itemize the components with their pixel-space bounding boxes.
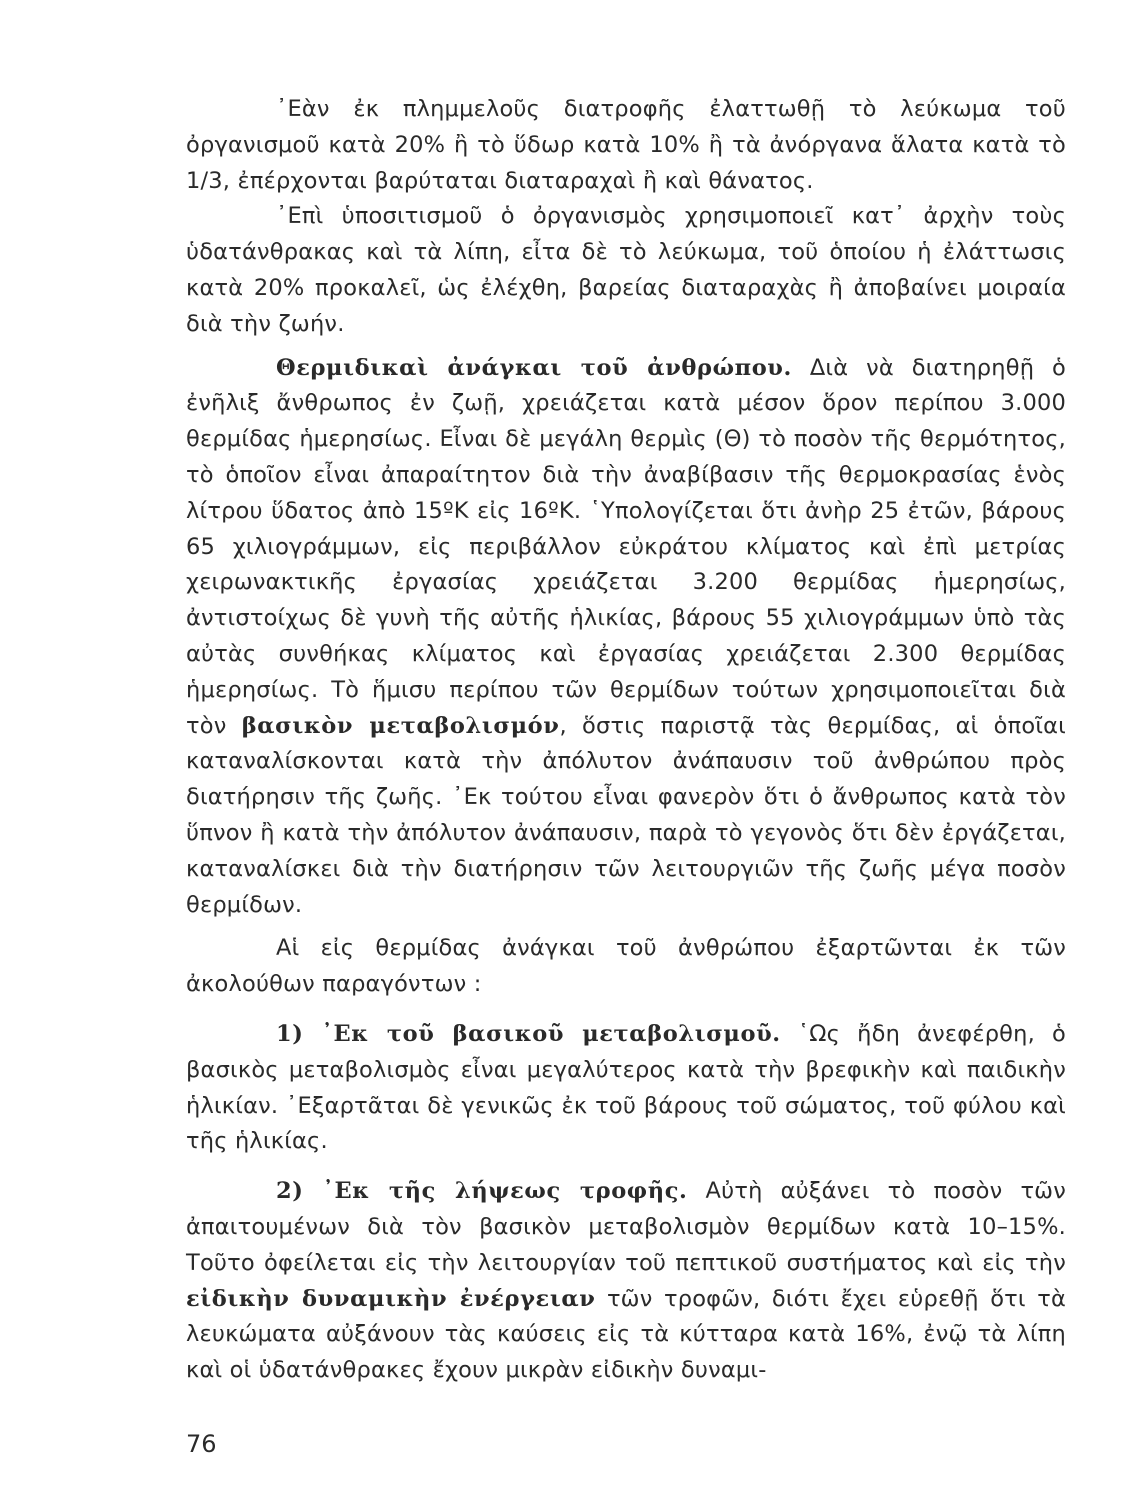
body-text bbox=[186, 92, 1066, 1389]
paragraph-factor-2 bbox=[186, 1174, 1066, 1389]
section-heading: Θερμιδικαὶ ἀνάγκαι τοῦ ἀνθρώπου. bbox=[276, 354, 792, 381]
paragraph-text: ᾿Εὰν ἐκ πλημμελοῦς διατροφῆς ἐλαττωθῇ τὸ λεύκωμα τοῦ ὀργανισμοῦ κατὰ 20% ἢ τὸ ὕδωρ κατὰ 10% ἢ τὰ ἀνόργανα ἅλατα κατὰ τὸ 1/3, ἐπέρχονται βαρύταται διαταραχαὶ ἢ καὶ θάνατος. bbox=[186, 96, 1066, 194]
paragraph-text: Διὰ νὰ διατηρηθῇ ὁ ἐνῆλιξ ἄνθρωπος ἐν ζωῇ, χρειάζεται κατὰ μέσον ὅρον περίπου 3.000 θερμίδας ἡμερησίως. Εἶναι δὲ μεγάλη θερμὶς (Θ) τὸ ποσὸν τῆς θερμότητος, τὸ ὁποῖον εἶναι ἀπαραίτητον διὰ τὴν ἀναβίβασιν τῆς θερμοκρασίας ἑνὸς λίτρου ὕδατος ἀπὸ 15ºΚ εἰς 16ºΚ. ῾Υπολογίζεται ὅτι ἀνὴρ 25 ἐτῶν, βάρους 65 χιλιογράμμων, εἰς περιβάλλον εὐκράτου κλίματος καὶ ἐπὶ μετρίας χειρωνακτικῆς ἐργασίας χρειάζεται 3.200 θερμίδας ἡμερησίως, ἀντιστοίχως δὲ γυνὴ τῆς αὐτῆς ἡλικίας, βάρους 55 χιλιογράμμων ὑπὸ τὰς αὐτὰς συνθήκας κλίματος καὶ ἐργασίας χρειάζεται 2.300 θερμίδας ἡμερησίως. Τὸ ἥμισυ περίπου τῶν θερμίδων τούτων χρησιμοποιεῖται διὰ τὸν bbox=[186, 354, 1066, 739]
paragraph-text: Αἱ εἰς θερμίδας ἀνάγκαι τοῦ ἀνθρώπου ἐξαρτῶνται ἐκ τῶν ἀκολούθων παραγόντων : bbox=[186, 935, 1066, 998]
paragraph-text: Αὐτὴ αὐξάνει τὸ ποσὸν τῶν ἀπαιτουμένων διὰ τὸν βασικὸν μεταβολισμὸν θερμίδων κατὰ 10–15%. Τοῦτο ὀφείλεται εἰς τὴν λειτουργίαν τοῦ πεπτικοῦ συστήματος καὶ εἰς τὴν bbox=[186, 1178, 1066, 1276]
emphasis-term: βασικὸν μεταβολισμόν bbox=[241, 712, 560, 739]
paragraph-text: τῶν τροφῶν, διότι ἔχει εὑρεθῇ ὅτι τὰ λευκώματα αὐξάνουν τὰς καύσεις εἰς τὰ κύτταρα κατὰ 16%, ἐνῷ τὰ λίπη καὶ οἱ ὑδατάνθρακες ἔχουν μικρὰν εἰδικὴν δυναμι- bbox=[186, 1285, 1067, 1384]
paragraph-text: ᾿Επὶ ὑποσιτισμοῦ ὁ ὀργανισμὸς χρησιμοποιεῖ κατ᾿ ἀρχὴν τοὺς ὑδατάνθρακας καὶ τὰ λίπη, εἶτα δὲ τὸ λεύκωμα, τοῦ ὁποίου ἡ ἐλάττωσις κατὰ 20% προκαλεῖ, ὡς ἐλέχθη, βαρείας διαταραχὰς ἢ ἀποβαίνει μοιραία διὰ τὴν ζωήν. bbox=[186, 203, 1066, 337]
paragraph-malnutrition bbox=[186, 92, 1066, 199]
paragraph-undernutrition bbox=[186, 199, 1066, 342]
paragraph-factor-1 bbox=[186, 1017, 1066, 1160]
factor-heading: 1) ᾿Εκ τοῦ βασικοῦ μεταβολισμοῦ. bbox=[276, 1020, 781, 1047]
paragraph-text: ῾Ως ἤδη ἀνεφέρθη, ὁ βασικὸς μεταβολισμὸς εἶναι μεγαλύτερος κατὰ τὴν βρεφικὴν καὶ παιδικὴν ἡλικίαν. ᾿Εξαρτᾶται δὲ γενικῶς ἐκ τοῦ βάρους τοῦ σώματος, τοῦ φύλου καὶ τῆς ἡλικίας. bbox=[186, 1020, 1067, 1155]
page-number: 76 bbox=[186, 1430, 217, 1458]
paragraph-caloric-needs bbox=[186, 351, 1066, 924]
emphasis-term: εἰδικὴν δυναμικὴν ἐνέργειαν bbox=[186, 1285, 596, 1312]
paragraph-factors-intro bbox=[186, 931, 1066, 1003]
factor-heading: 2) ᾿Εκ τῆς λήψεως τροφῆς. bbox=[276, 1178, 688, 1205]
paragraph-text: , ὅστις παριστᾷ τὰς θερμίδας, αἱ ὁποῖαι καταναλίσκονται κατὰ τὴν ἀπόλυτον ἀνάπαυσιν τοῦ ἀνθρώπου πρὸς διατήρησιν τῆς ζωῆς. ᾿Εκ τούτου εἶναι φανερὸν ὅτι ὁ ἄνθρωπος κατὰ τὸν ὕπνον ἢ κατὰ τὴν ἀπόλυτον ἀνάπαυσιν, παρὰ τὸ γεγονὸς ὅτι δὲν ἐργάζεται, καταναλίσκει διὰ τὴν διατήρησιν τῶν λειτουργιῶν τῆς ζωῆς μέγα ποσὸν θερμίδων. bbox=[186, 712, 1066, 918]
